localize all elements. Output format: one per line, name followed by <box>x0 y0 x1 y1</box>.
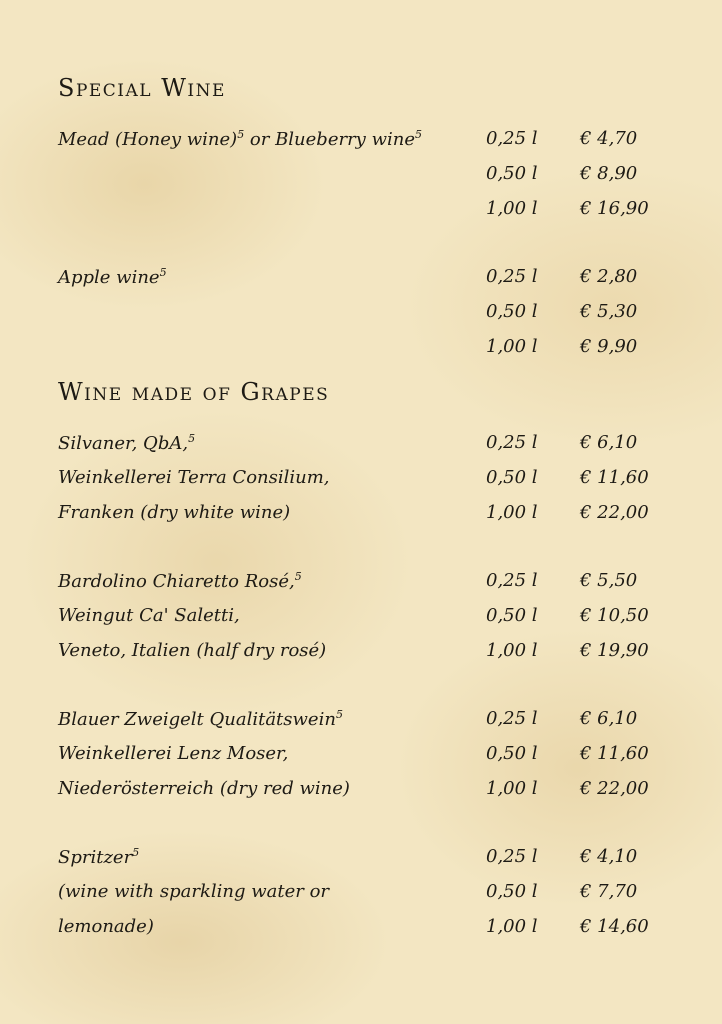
item-price: € 16,90 <box>580 198 649 219</box>
item-price: € 4,70 <box>580 128 638 149</box>
menu-row <box>0 640 722 670</box>
item-volume: 1,00 l <box>486 778 538 799</box>
item-description: Veneto, Italien (half dry rosé) <box>58 640 327 661</box>
menu-row <box>0 336 722 366</box>
menu-row <box>0 502 722 532</box>
item-price: € 10,50 <box>580 605 649 626</box>
item-volume: 0,25 l <box>486 570 538 591</box>
menu-row <box>0 778 722 808</box>
item-volume: 1,00 l <box>486 198 538 219</box>
item-description: Weingut Ca' Saletti, <box>58 605 240 626</box>
item-description: Spritzer$^5$ <box>58 846 140 868</box>
item-price: € 8,90 <box>580 163 638 184</box>
item-description: (wine with sparkling water or <box>58 881 330 902</box>
item-price: € 5,50 <box>580 570 638 591</box>
menu-row <box>0 163 722 193</box>
section-title-wine-made-of-grapes: Wine made of Grapes <box>58 378 330 406</box>
item-description: Mead (Honey wine)$^5$ or Blueberry wine$^5$ <box>58 128 422 150</box>
item-volume: 0,25 l <box>486 846 538 867</box>
item-volume: 1,00 l <box>486 640 538 661</box>
item-price: € 9,90 <box>580 336 638 357</box>
item-volume: 0,50 l <box>486 743 538 764</box>
menu-row <box>0 916 722 946</box>
menu-row <box>0 605 722 635</box>
menu-row <box>0 881 722 911</box>
section-title-special-wine: Special Wine <box>58 74 226 102</box>
item-description: Apple wine$^5$ <box>58 266 167 288</box>
item-price: € 7,70 <box>580 881 638 902</box>
item-price: € 19,90 <box>580 640 649 661</box>
item-description: Weinkellerei Lenz Moser, <box>58 743 289 764</box>
item-price: € 2,80 <box>580 266 638 287</box>
menu-row <box>0 570 722 600</box>
item-description: Blauer Zweigelt Qualitätswein$^5$ <box>58 708 343 730</box>
menu-row <box>0 467 722 497</box>
item-volume: 1,00 l <box>486 336 538 357</box>
item-volume: 0,50 l <box>486 605 538 626</box>
item-price: € 4,10 <box>580 846 638 867</box>
item-description: Franken (dry white wine) <box>58 502 291 523</box>
item-price: € 11,60 <box>580 743 649 764</box>
menu-row <box>0 198 722 228</box>
item-volume: 0,50 l <box>486 467 538 488</box>
item-price: € 22,00 <box>580 502 649 523</box>
menu-row <box>0 432 722 462</box>
item-volume: 0,50 l <box>486 163 538 184</box>
item-price: € 22,00 <box>580 778 649 799</box>
item-price: € 5,30 <box>580 301 638 322</box>
item-description: Bardolino Chiaretto Rosé,$^5$ <box>58 570 302 592</box>
item-volume: 0,25 l <box>486 128 538 149</box>
menu-row <box>0 266 722 296</box>
item-description: lemonade) <box>58 916 154 937</box>
menu-row <box>0 301 722 331</box>
item-volume: 0,50 l <box>486 301 538 322</box>
item-volume: 0,50 l <box>486 881 538 902</box>
menu-row <box>0 128 722 158</box>
menu-row <box>0 846 722 876</box>
menu-row <box>0 708 722 738</box>
item-price: € 11,60 <box>580 467 649 488</box>
item-description: Niederösterreich (dry red wine) <box>58 778 350 799</box>
item-price: € 6,10 <box>580 708 638 729</box>
menu-row <box>0 743 722 773</box>
item-volume: 0,25 l <box>486 432 538 453</box>
item-price: € 14,60 <box>580 916 649 937</box>
item-volume: 1,00 l <box>486 916 538 937</box>
item-price: € 6,10 <box>580 432 638 453</box>
item-volume: 0,25 l <box>486 266 538 287</box>
item-description: Silvaner, QbA,$^5$ <box>58 432 196 454</box>
item-description: Weinkellerei Terra Consilium, <box>58 467 330 488</box>
item-volume: 0,25 l <box>486 708 538 729</box>
item-volume: 1,00 l <box>486 502 538 523</box>
